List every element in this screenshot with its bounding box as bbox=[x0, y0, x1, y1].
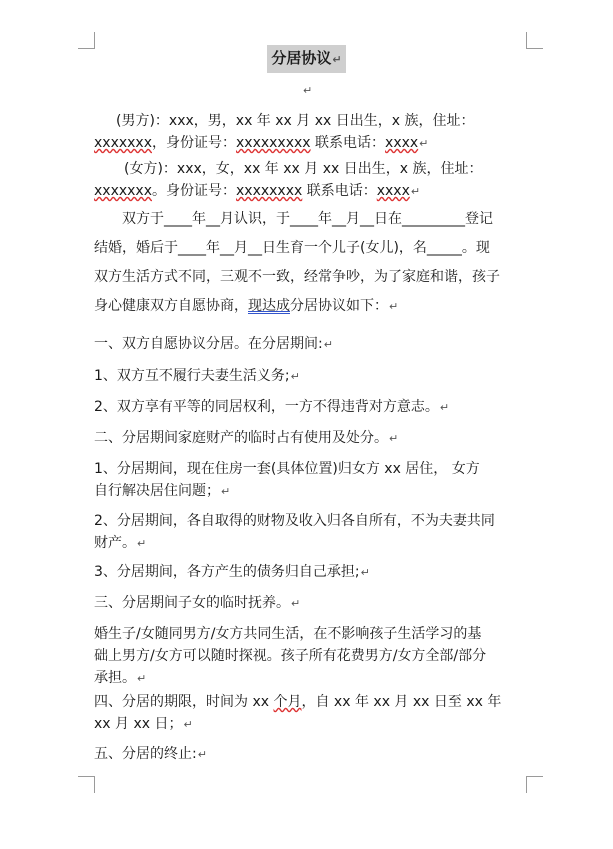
s3-line1: 婚生子/女随同男方/女方共同生活，在不影响孩子生活学习的基 bbox=[94, 626, 482, 642]
section-2-item-2[interactable] bbox=[94, 510, 524, 555]
s2-item2-line2: 财产。↵ bbox=[94, 535, 147, 551]
margin-corner-bottom-left bbox=[78, 776, 95, 793]
intro-paragraph[interactable] bbox=[94, 205, 524, 321]
title-wrap bbox=[0, 45, 613, 73]
section-1-item-2[interactable]: 2、双方享有平等的同居权利，一方不得违背对方意志。↵ bbox=[94, 399, 450, 415]
intro-line-3: 双方生活方式不同，三观不一致，经常争吵，为了家庭和谐，孩子 bbox=[94, 269, 500, 285]
section-2-item-3[interactable]: 3、分居期间，各方产生的债务归自己承担;↵ bbox=[94, 564, 370, 580]
s3-line2: 础上男方/女方可以随时探视。孩子所有花费男方/女方全部/部分 bbox=[94, 648, 487, 664]
woman-info[interactable] bbox=[94, 158, 524, 203]
man-line-1: (男方)：xxx，男，xx 年 xx 月 xx 日出生，x 族，住址： bbox=[116, 113, 475, 129]
s2-item1-line1: 1、分居期间，现在住房一套(具体位置)归女方 xx 居住， 女方 bbox=[94, 461, 480, 477]
document-title[interactable]: 分居协议↵ bbox=[267, 45, 345, 73]
section-3-paragraph[interactable] bbox=[94, 623, 524, 690]
s2-item1-line2: 自行解决居住问题；↵ bbox=[94, 483, 231, 499]
s4-line1: 四、分居的期限，时间为 xx 个月，自 xx 年 xx 月 xx 日至 xx 年 bbox=[94, 694, 502, 710]
woman-line-2: xxxxxxx。身份证号：xxxxxxxx 联系电话：xxxx↵ bbox=[94, 183, 421, 199]
intro-line-4: 身心健康双方自愿协商，现达成分居协议如下：↵ bbox=[94, 298, 399, 314]
section-1-item-1[interactable]: 1、双方互不履行夫妻生活义务;↵ bbox=[94, 368, 300, 384]
intro-line-1: 双方于____年__月认识，于____年__月__日在_________登记 bbox=[122, 211, 493, 227]
intro-line-2: 结婚，婚后于____年__月__日生育一个儿子(女儿)，名_____。现 bbox=[94, 240, 490, 256]
section-2-item-1[interactable] bbox=[94, 458, 524, 503]
man-line-2: xxxxxxx，身份证号：xxxxxxxxx 联系电话：xxxx↵ bbox=[94, 135, 429, 151]
s4-line2: xx 月 xx 日；↵ bbox=[94, 716, 193, 732]
woman-line-1: (女方)：xxx，女，xx 年 xx 月 xx 日出生，x 族，住址： bbox=[124, 161, 483, 177]
section-2-heading[interactable]: 二、分居期间家庭财产的临时占有使用及处分。↵ bbox=[94, 430, 399, 446]
margin-corner-bottom-right bbox=[526, 776, 543, 793]
section-1-heading[interactable]: 一、双方自愿协议分居。在分居期间:↵ bbox=[94, 336, 333, 352]
section-5-heading[interactable]: 五、分居的终止:↵ bbox=[94, 746, 207, 762]
section-3-heading[interactable]: 三、分居期间子女的临时抚养。↵ bbox=[94, 595, 301, 611]
paragraph-mark: ↵ bbox=[303, 84, 313, 97]
man-info[interactable] bbox=[94, 110, 524, 155]
s2-item2-line1: 2、分居期间，各自取得的财物及收入归各自所有，不为夫妻共同 bbox=[94, 513, 495, 529]
section-4[interactable] bbox=[94, 691, 524, 736]
s3-line3: 承担。↵ bbox=[94, 670, 147, 686]
